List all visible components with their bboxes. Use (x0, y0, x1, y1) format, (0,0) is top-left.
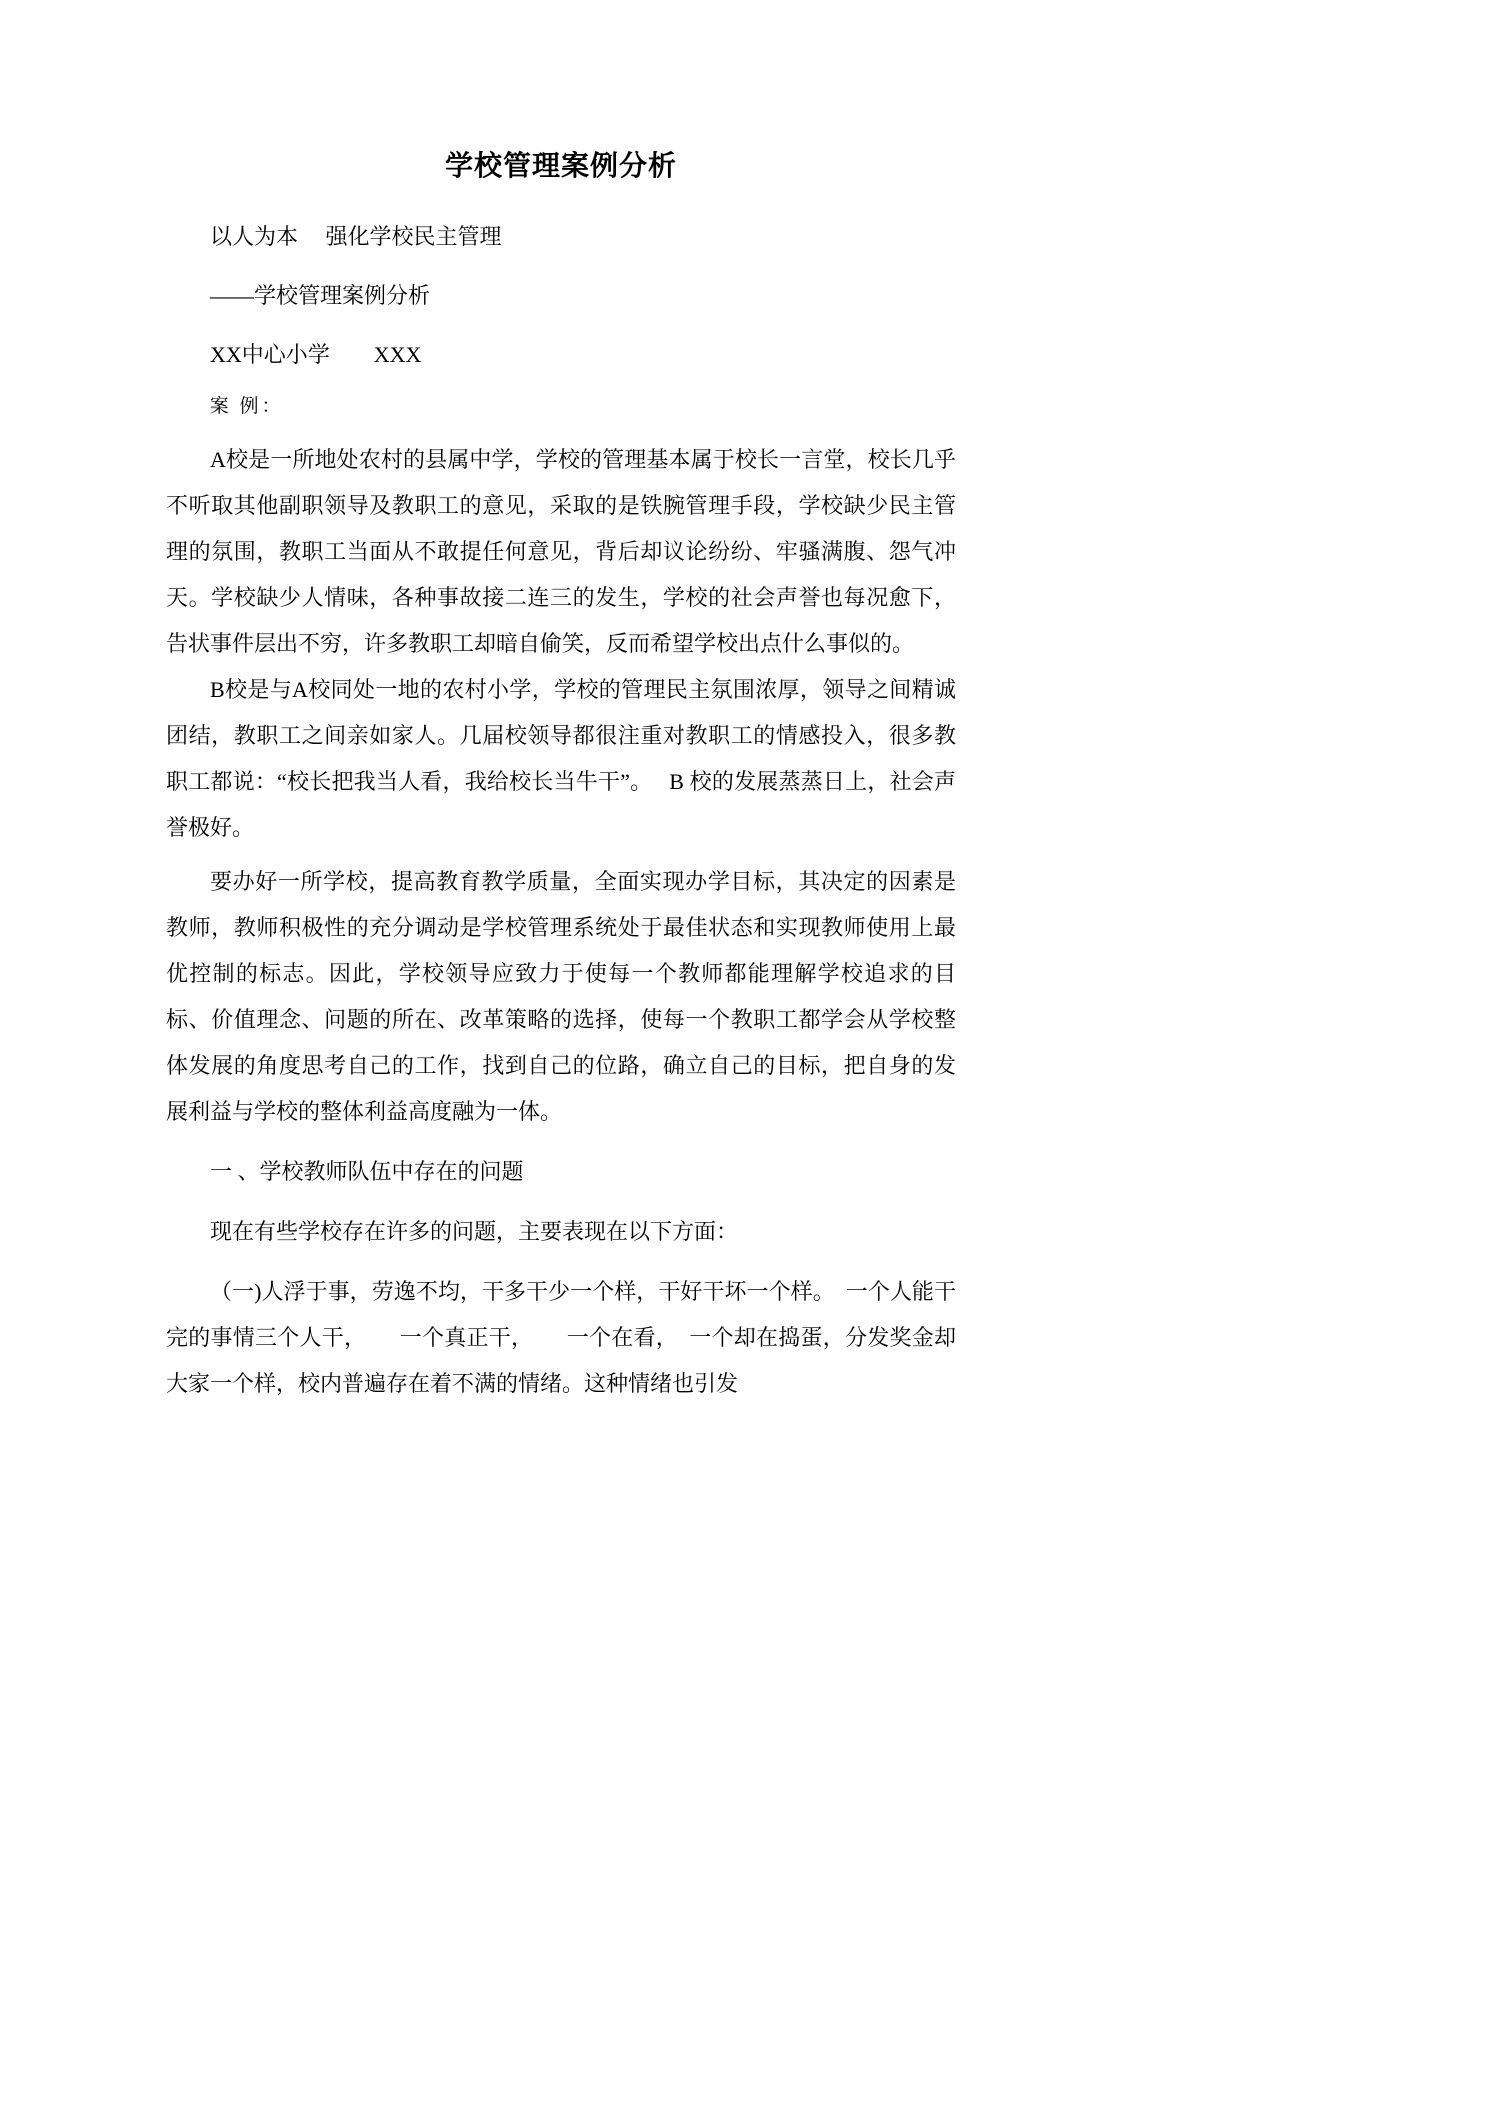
byline: XX中心小学 XXX (210, 342, 422, 367)
document-title: 学校管理案例分析 (444, 151, 677, 182)
paragraph-analysis: 要办好一所学校，提高教育教学质量，全面实现办学目标，其决定的因素是教师，教师积极性的充分调动是学校管理系统处于最佳状态和实现教师使用上最优控制的标志。因此，学校领导应致力于使每一个教师都能理解学校追求的目标、价值理念、问题的所在、改革策略的选择，使每一个教职工都学会从学校整体发展的角度思考自己的工作，找到自己的位路，确立自己的目标，把自身的发展利益与学校的整体利益高度融为一体。 (166, 869, 956, 1124)
document-content (166, 146, 956, 1407)
paragraph-case-b: B校是与A校同处一地的农村小学，学校的管理民主氛围浓厚，领导之间精诚团结，教职工之间亲如家人。几届校领导都很注重对教职工的情感投入，很多教职工都说：“校长把我当人看，我给校长当牛干”。 B 校的发展蒸蒸日上，社会声誉极好。 (166, 677, 956, 840)
section-heading-problems: 一 、学校教师队伍中存在的问题 (210, 1159, 524, 1184)
section-intro-line: 现在有些学校存在许多的问题，主要表现在以下方面： (210, 1219, 739, 1244)
case-label: 案 例： (209, 396, 284, 417)
subtitle-line: 以人为本 强化学校民主管理 (210, 224, 502, 249)
subtitle-dash-line: ——学校管理案例分析 (210, 283, 431, 308)
paragraph-case-a: A校是一所地处农村的县属中学，学校的管理基本属于校长一言堂，校长几乎不听取其他副职领导及教职工的意见，采取的是铁腕管理手段，学校缺少民主管理的氛围，教职工当面从不敢提任何意见，背后却议论纷纷、牢骚满腹、怨气冲天。学校缺少人情味，各种事故接二连三的发生，学校的社会声誉也每况愈下，告状事件层出不穷，许多教职工却暗自偷笑，反而希望学校出点什么事似的。 (166, 447, 956, 656)
paragraph-problem-item-1: （一)人浮于事，劳逸不均，干多干少一个样，干好干坏一个样。 一个人能干完的事情三个人干， 一个真正干， 一个在看， 一个却在捣蛋，分发奖金却大家一个样，校内普遍存在着不满的情绪。这种情绪也引发 (166, 1279, 956, 1396)
